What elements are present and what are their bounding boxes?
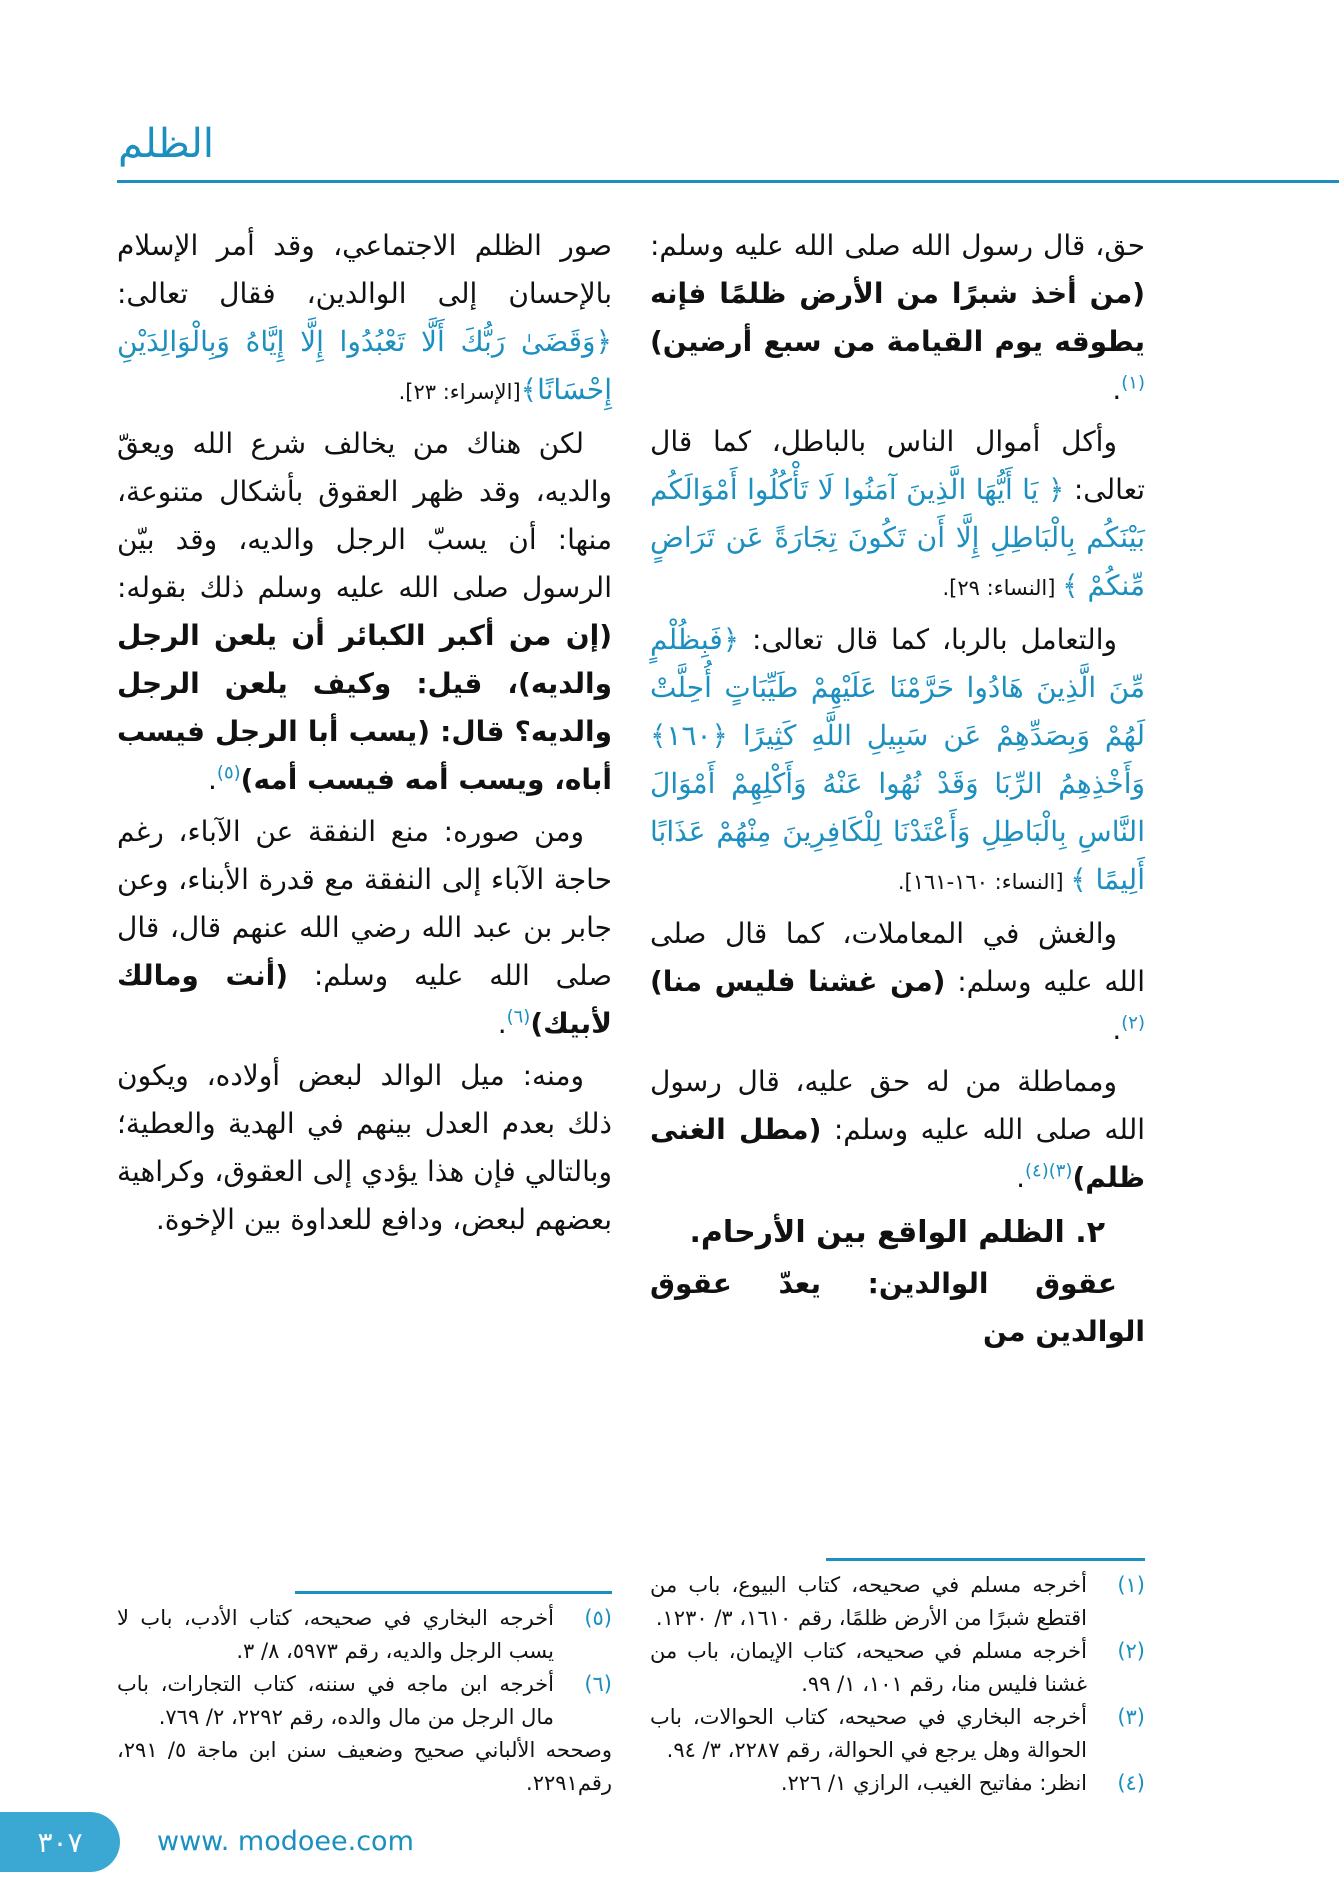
body-text: .: [208, 763, 217, 796]
hadith-quote: (أنت ومالك لأبيك): [117, 959, 612, 1040]
body-text: لكن هناك من يخالف شرع الله ويعقّ والديه، وقد ظهر العقوق بأشكال متنوعة، منها: أن يسبّ الرجل والديه، وقد بيّن الرسول صلى الله عليه وسلم ذلك بقوله:: [117, 427, 612, 604]
footnote-marker[interactable]: (١): [1121, 372, 1145, 394]
body-text: صور الظلم الاجتماعي، وقد أمر الإسلام بالإحسان إلى الوالدين، فقال تعالى:: [117, 229, 612, 310]
paragraph: [650, 616, 1145, 906]
footnote-continuation: وصححه الألباني صحيح وضعيف سنن ابن ماجة ٥/ ٢٩١، رقم٢٢٩١.: [117, 1738, 612, 1795]
body-text: حق، قال رسول الله صلى الله عليه وسلم:: [650, 229, 1145, 262]
footnote-marker[interactable]: (٢): [1121, 1012, 1145, 1034]
footnote: [650, 1767, 1145, 1800]
footnote-text: أخرجه البخاري في صحيحه، كتاب الأدب، باب لا يسب الرجل والديه، رقم ٥٩٧٣، ٨/ ٣.: [117, 1606, 554, 1663]
footnote-marker[interactable]: (٣)(٤): [1024, 1160, 1073, 1182]
footnote-separator-right: [826, 1558, 1145, 1561]
hadith-quote: (مطل الغنى ظلم): [650, 1113, 1145, 1194]
paragraph: [650, 1058, 1145, 1202]
footnote: [117, 1668, 612, 1734]
body-text: .: [1016, 1161, 1025, 1194]
footnote-number: (٥): [584, 1606, 612, 1630]
body-text: ومنه: ميل الوالد لبعض أولاده، ويكون ذلك بعدم العدل بينهم في الهدية والعطية؛ وبالتالي فإن هذا يؤدي إلى العقوق، وكراهية بعضهم لبعض، ودافع للعداوة بين الإخوة.: [117, 1059, 612, 1236]
header-divider: [117, 180, 1339, 183]
paragraph: [117, 420, 612, 804]
footnote-text: أخرجه مسلم في صحيحه، كتاب البيوع، باب من اقتطع شبرًا من الأرض ظلمًا، رقم ١٦١٠، ٣/ ١٢٣٠.: [650, 1573, 1087, 1630]
paragraph: [117, 222, 612, 416]
paragraph: [117, 1052, 612, 1244]
footnote-text: أخرجه مسلم في صحيحه، كتاب الإيمان، باب من غشنا فليس منا، رقم ١٠١، ١/ ٩٩.: [650, 1639, 1087, 1696]
body-text: والغش في المعاملات، كما قال صلى الله عليه وسلم:: [650, 917, 1145, 998]
footnote: [650, 1635, 1145, 1701]
footnote-text: انظر: مفاتيح الغيب، الرازي ١/ ٢٢٦.: [780, 1771, 1087, 1795]
left-column: [117, 222, 612, 1800]
verse-reference: [النساء: ٢٩].: [942, 576, 1063, 600]
verse-reference: [الإسراء: ٢٣].: [398, 380, 521, 404]
footnote-separator-left: [295, 1591, 612, 1594]
paragraph: [650, 222, 1145, 414]
page-number: ٣٠٧: [0, 1812, 120, 1872]
body-text: .: [1112, 1013, 1122, 1046]
footnotes-left: [117, 1602, 612, 1800]
body-text: والتعامل بالربا، كما قال تعالى:: [739, 623, 1117, 656]
footnote-marker[interactable]: (٥): [216, 762, 241, 784]
body-text: .: [497, 1007, 507, 1040]
section-heading: ٢. الظلم الواقع بين الأرحام.: [689, 1215, 1105, 1250]
footnote-number: (٣): [1117, 1705, 1145, 1729]
quran-verse: ﴿ يَا أَيُّهَا الَّذِينَ آمَنُوا لَا تَأْكُلُوا أَمْوَالَكُم بَيْنَكُم بِالْبَاطِلِ إِلَّا أَن تَكُونَ تِجَارَةً عَن تَرَاضٍ مِّنكُمْ ﴾: [650, 473, 1145, 602]
website-link[interactable]: www. modoee.com: [157, 1826, 414, 1857]
paragraph: [650, 1260, 1145, 1356]
hadith-quote: (إن من أكبر الكبائر أن يلعن الرجل والديه)، قيل: وكيف يلعن الرجل والديه؟ قال: (يسب أبا الرجل فيسب أباه، ويسب أمه فيسب أمه): [117, 619, 612, 796]
footnote: [117, 1602, 612, 1668]
footnote-text: أخرجه ابن ماجه في سننه، كتاب التجارات، باب مال الرجل من مال والده، رقم ٢٢٩٢، ٢/ ٧٦٩.: [117, 1672, 554, 1729]
column-spacer: [117, 1248, 612, 1591]
footnotes-right: [650, 1569, 1145, 1800]
body-text: ومن صوره: منع النفقة عن الآباء، رغم حاجة الآباء إلى النفقة مع قدرة الأبناء، وعن جابر بن عبد الله رضي الله عنهم قال، قال صلى الله عليه وسلم:: [117, 815, 612, 992]
footnote: [650, 1569, 1145, 1635]
quran-verse: ﴿فَبِظُلْمٍ مِّنَ الَّذِينَ هَادُوا حَرَّمْنَا عَلَيْهِمْ طَيِّبَاتٍ أُحِلَّتْ لَهُمْ وَبِصَدِّهِمْ عَن سَبِيلِ اللَّهِ كَثِيرًا ﴿١٦٠﴾ وَأَخْذِهِمُ الرِّبَا وَقَدْ نُهُوا عَنْهُ وَأَكْلِهِمْ أَمْوَالَ النَّاسِ بِالْبَاطِلِ وَأَعْتَدْنَا لِلْكَافِرِينَ مِنْهُمْ عَذَابًا أَلِيمًا ﴾: [650, 623, 1145, 896]
right-column-paragraphs: [650, 222, 1145, 1206]
footnote-text: أخرجه البخاري في صحيحه، كتاب الحوالات، باب الحوالة وهل يرجع في الحوالة، رقم ٢٢٨٧، ٣/ ٩٤.: [650, 1705, 1087, 1762]
chapter-title: الظلم: [118, 121, 214, 167]
left-column-paragraphs: [117, 222, 612, 1248]
body-text: .: [1112, 373, 1122, 406]
footnote-number: (٦): [584, 1672, 612, 1696]
footnote-number: (١): [1117, 1573, 1145, 1597]
hadith-quote: (من أخذ شبرًا من الأرض ظلمًا فإنه يطوقه يوم القيامة من سبع أرضين): [650, 277, 1145, 358]
quran-verse: ﴿وَقَضَىٰ رَبُّكَ أَلَّا تَعْبُدُوا إِلَّا إِيَّاهُ وَبِالْوَالِدَيْنِ إِحْسَانًا﴾: [117, 325, 612, 406]
paragraph: [650, 910, 1145, 1054]
hadith-quote: عقوق الوالدين: يعدّ عقوق الوالدين من: [650, 1267, 1145, 1348]
footnote-number: (٢): [1117, 1639, 1145, 1663]
verse-reference: [النساء: ١٦٠-١٦١].: [897, 870, 1071, 894]
footnote: [650, 1701, 1145, 1767]
body-text: ومماطلة من له حق عليه، قال رسول الله صلى الله عليه وسلم:: [650, 1065, 1146, 1146]
right-column-after-heading: [650, 1260, 1145, 1360]
body-text: وأكل أموال الناس بالباطل، كما قال تعالى:: [650, 425, 1145, 506]
paragraph: [117, 808, 612, 1048]
paragraph: [650, 418, 1145, 612]
right-column: [650, 222, 1145, 1800]
column-spacer: [650, 1360, 1145, 1558]
footnote-marker[interactable]: (٦): [506, 1006, 531, 1028]
footnote-number: (٤): [1117, 1771, 1145, 1795]
hadith-quote: (من غشنا فليس منا): [650, 965, 946, 998]
